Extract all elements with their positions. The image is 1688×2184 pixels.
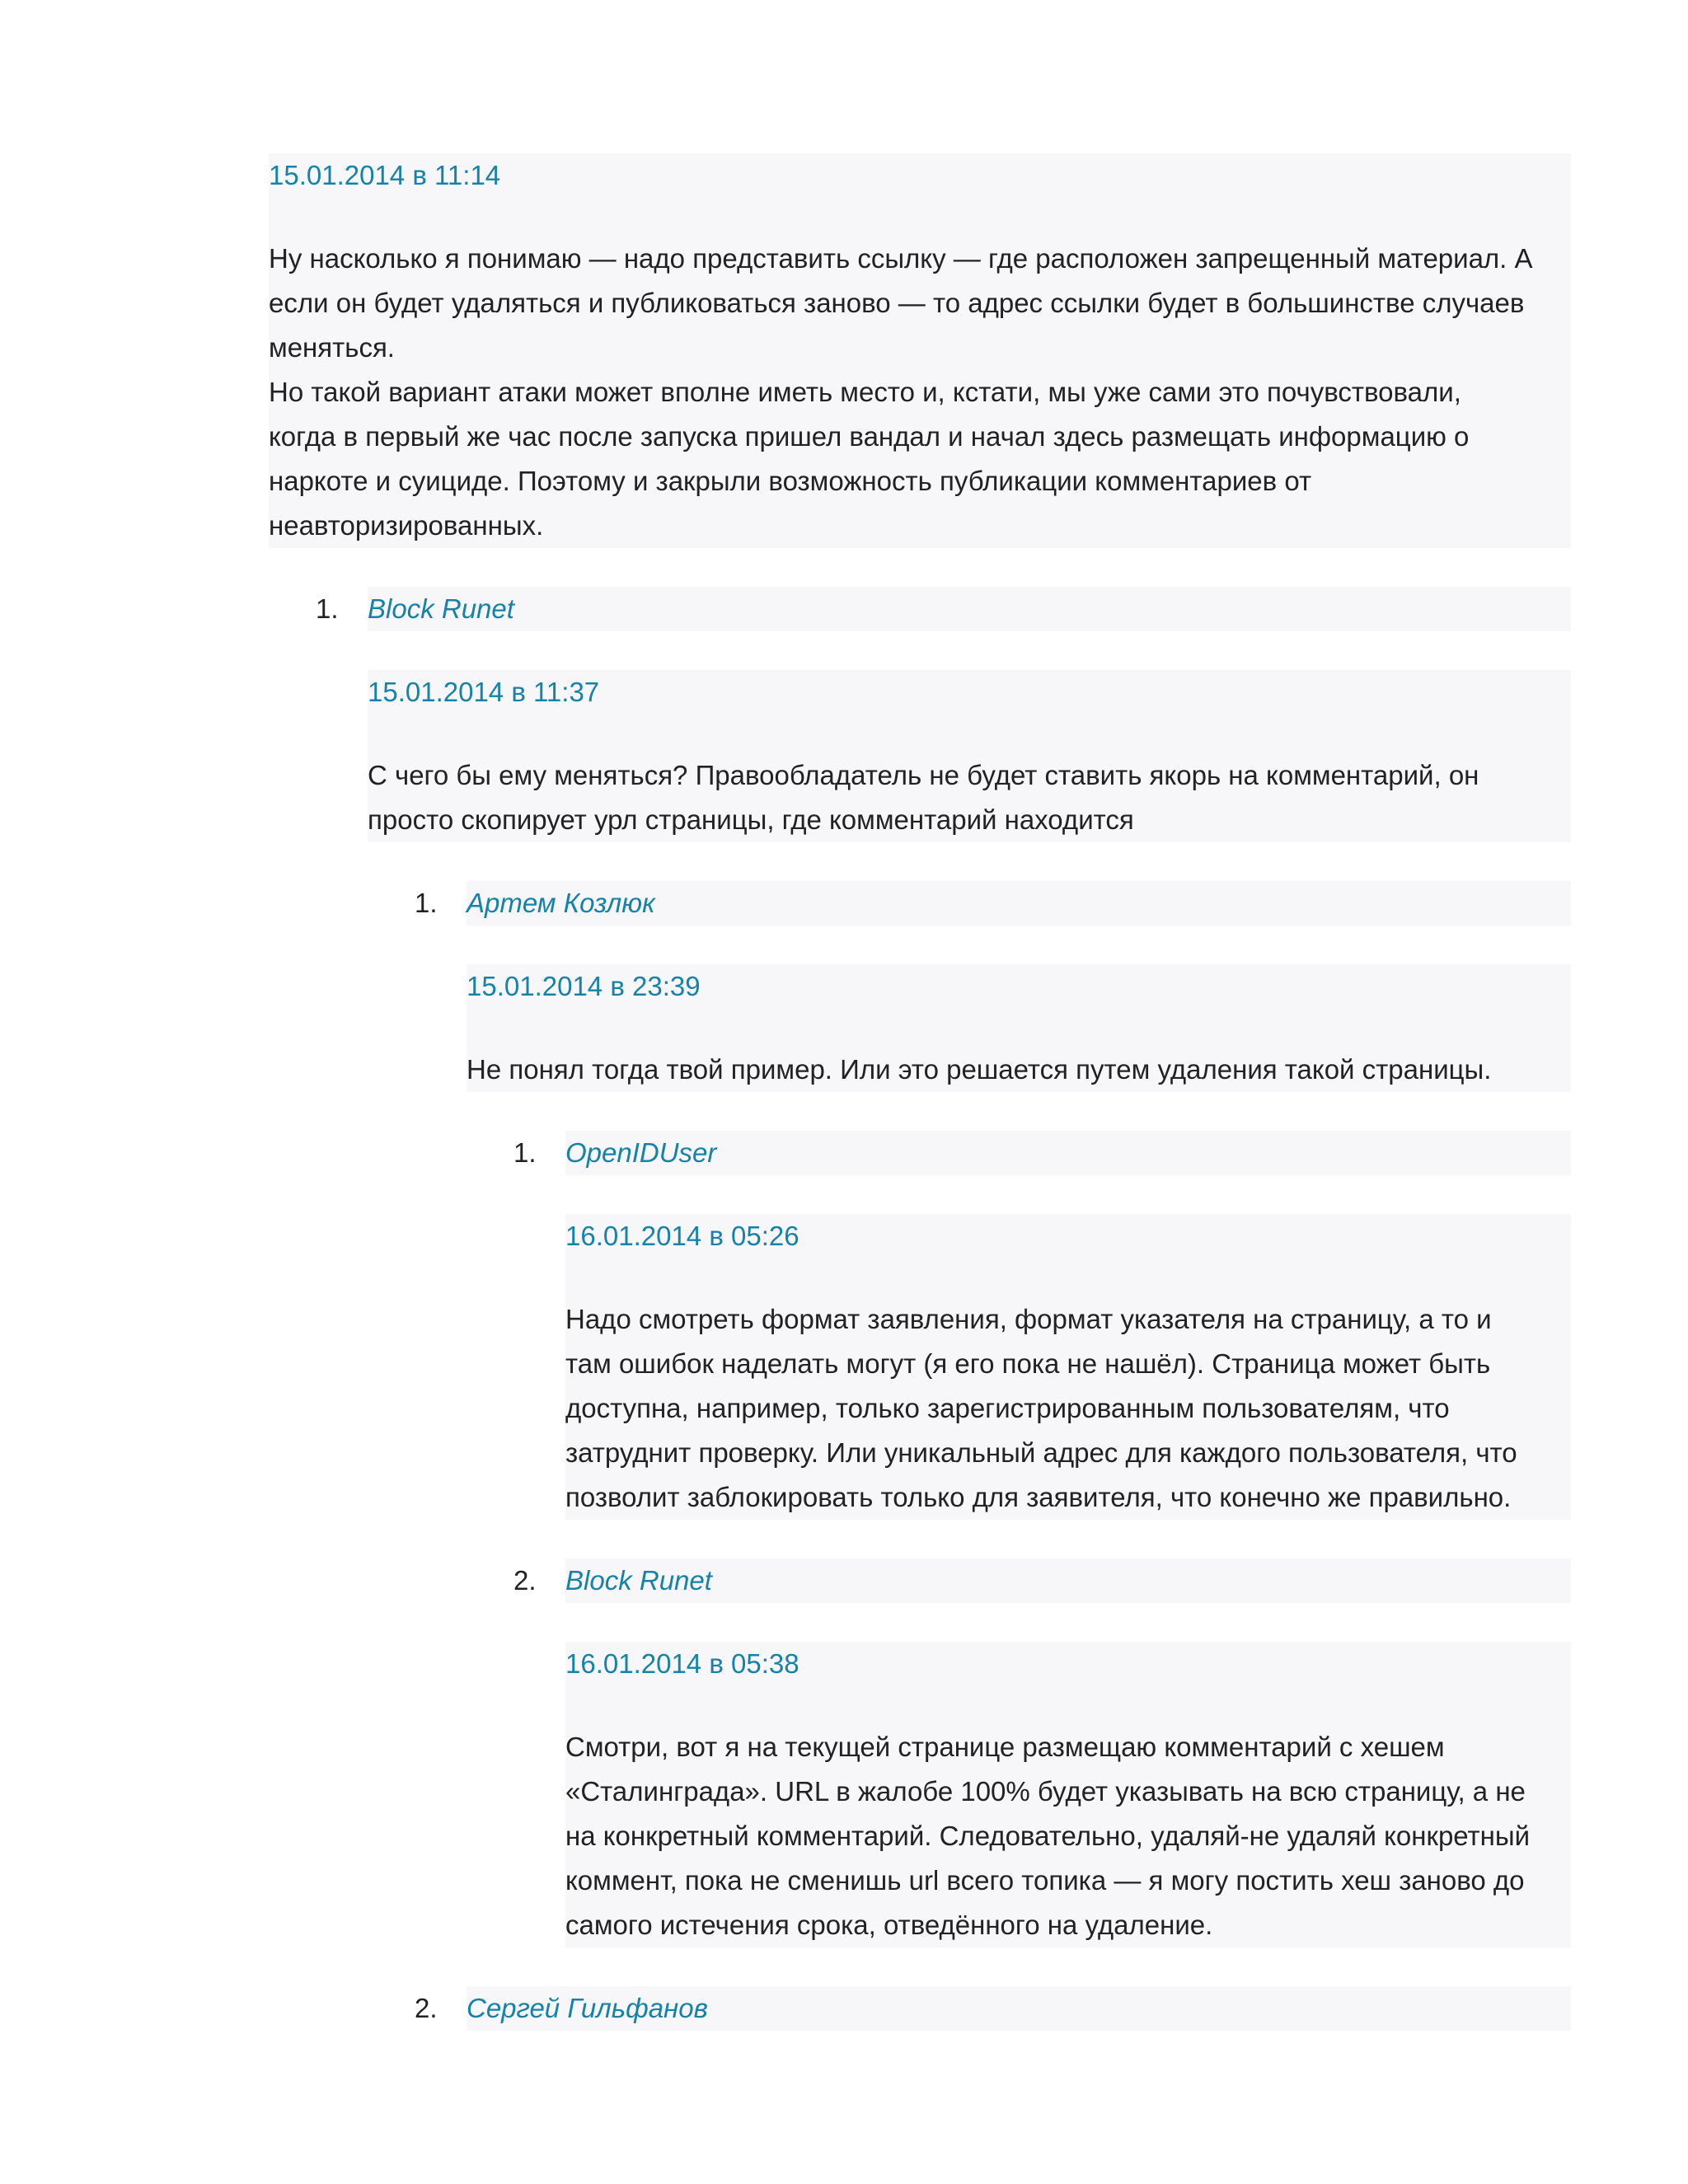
reply-header [513,1558,1571,1603]
author-link[interactable]: OpenIDUser [565,1137,717,1168]
comment-body: Ну насколько я понимаю — надо представить ссылку — где расположен запрещенный материал. А если он будет удаляться и публиковаться заново — то адрес ссылки будет в большинстве случаев меняться. Но такой вариант атаки может вполне иметь место и, кстати, мы уже сами это почувствовали, когда в первый же час после запуска пришел вандал и начал здесь размещать информацию о наркоте и суициде. Поэтому и закрыли возможность публикации комментариев от неавторизированных. [269,243,1533,541]
reply-comment [565,1642,1571,1947]
comment-body: Надо смотреть формат заявления, формат указателя на страницу, а то и там ошибок наделать могут (я его пока не нашёл). Страница может быть доступна, например, только зарегистрированным пользователям, что затруднит проверку. Или уникальный адрес для каждого пользователя, что позволит заблокировать только для заявителя, что конечно же правильно. [565,1304,1517,1512]
comment-thread [269,153,1571,2031]
author-link[interactable]: Block Runet [565,1565,712,1596]
root-comment [269,153,1571,548]
reply-number: 1. [316,593,339,624]
comment-timestamp[interactable]: 16.01.2014 в 05:26 [565,1221,799,1251]
author-link[interactable]: Block Runet [368,593,514,624]
comment-body: Не понял тогда твой пример. Или это решается путем удаления такой страницы. [467,1054,1492,1085]
reply-header [513,1131,1571,1175]
reply-number: 2. [415,1993,438,2023]
reply-item [316,587,1571,2031]
reply-item [513,1131,1571,1558]
comment-timestamp[interactable]: 15.01.2014 в 11:14 [269,160,501,190]
reply-number: 1. [415,888,438,918]
reply-item [513,1558,1571,1986]
author-link[interactable]: Артем Козлюк [467,888,655,918]
reply-number: 2. [513,1565,537,1596]
reply-list [467,1131,1571,1986]
comment-timestamp[interactable]: 16.01.2014 в 05:38 [565,1648,799,1679]
reply-header [415,1986,1571,2031]
comment-timestamp[interactable]: 15.01.2014 в 11:37 [368,677,600,707]
reply-comment [467,964,1571,1092]
reply-list [269,587,1571,2031]
comment-timestamp[interactable]: 15.01.2014 в 23:39 [467,971,701,1001]
reply-comment [368,670,1571,842]
comment-body: Смотри, вот я на текущей странице размещаю комментарий с хешем «Сталинграда». URL в жалобе 100% будет указывать на всю страницу, а не на конкретный комментарий. Следовательно, удаляй-не удаляй конкретный коммент, пока не сменишь url всего топика — я могу постить хеш заново до самого истечения срока, отведённого на удаление. [565,1732,1531,1940]
reply-comment [565,1214,1571,1520]
reply-header [316,587,1571,631]
reply-number: 1. [513,1137,537,1168]
reply-item [415,881,1571,1986]
reply-list [368,881,1571,2031]
comment-body: С чего бы ему меняться? Правообладатель не будет ставить якорь на комментарий, он просто скопирует урл страницы, где комментарий находится [368,760,1479,835]
reply-item [415,1986,1571,2031]
reply-header [415,881,1571,926]
author-link[interactable]: Сергей Гильфанов [467,1993,708,2023]
